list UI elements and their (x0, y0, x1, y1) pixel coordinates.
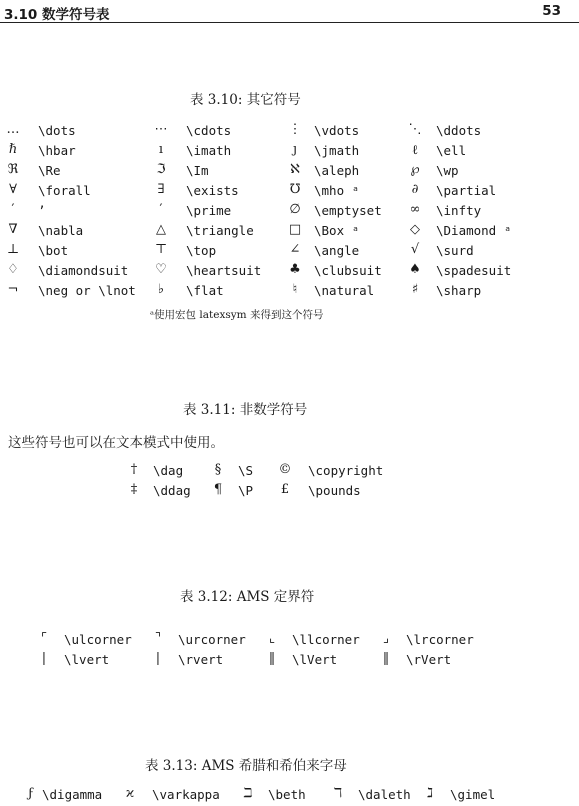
symbol-command: \heartsuit (186, 263, 262, 278)
symbol-command: \ell (436, 143, 467, 158)
symbol-glyph: | (41, 651, 47, 666)
symbol-glyph: ♣ (289, 262, 301, 277)
symbol-glyph: £ (280, 482, 290, 497)
symbol-command: \wp (436, 163, 459, 178)
symbol-command: \lrcorner (406, 632, 474, 647)
symbol-glyph: § (214, 462, 222, 477)
symbol-command: \lVert (292, 652, 338, 667)
symbol-command: \prime (186, 203, 232, 218)
symbol-command: \triangle (186, 223, 254, 238)
symbol-command: \angle (314, 243, 360, 258)
symbol-command: \P (238, 483, 254, 498)
symbol-glyph: ♢ (7, 262, 19, 277)
symbol-command: \copyright (308, 463, 384, 478)
symbol-command: \rvert (178, 652, 224, 667)
symbol-glyph: ⋱ (408, 122, 422, 137)
symbol-glyph: ℑ (156, 162, 166, 177)
symbol-glyph: ℶ (243, 786, 253, 801)
symbol-glyph: ♮ (292, 282, 298, 297)
symbol-command: \Diamond ᵃ (436, 223, 512, 238)
symbol-command: \llcorner (292, 632, 360, 647)
symbol-glyph: ♯ (411, 282, 419, 297)
symbol-command: \cdots (186, 123, 232, 138)
symbol-glyph: ♡ (155, 262, 167, 277)
symbol-command: \spadesuit (436, 263, 512, 278)
symbol-glyph: ⋮ (288, 122, 302, 137)
page-number: 53 (542, 3, 561, 19)
symbol-command: \partial (436, 183, 497, 198)
symbol-glyph: ℧ (289, 182, 301, 197)
symbol-glyph: ȷ (292, 142, 298, 157)
symbol-glyph: ∃ (157, 182, 165, 197)
symbol-command: \surd (436, 243, 474, 258)
symbol-command: \bot (38, 243, 69, 258)
symbol-glyph: ¬ (7, 282, 19, 297)
symbol-glyph: ℓ (411, 143, 419, 158)
symbol-command: \rVert (406, 652, 452, 667)
symbol-command: \mho ᵃ (314, 183, 360, 198)
symbol-glyph: ℵ (290, 162, 300, 177)
symbol-command: \ddag (153, 483, 191, 498)
symbol-glyph: ϝ (27, 786, 35, 801)
symbol-command: \vdots (314, 123, 360, 138)
symbol-glyph: ⋯ (154, 122, 168, 137)
symbol-command: \diamondsuit (38, 263, 129, 278)
symbol-glyph: ′ (159, 202, 163, 217)
symbol-glyph: ♭ (157, 282, 165, 297)
table-3-11-caption: 表 3.11: 非数学符号 (183, 402, 308, 418)
symbol-command: \pounds (308, 483, 361, 498)
symbol-glyph: ∞ (409, 202, 421, 217)
page-header (0, 0, 579, 23)
symbol-glyph: † (130, 462, 138, 477)
symbol-command: \neg or \lnot (38, 283, 136, 298)
symbol-command: \natural (314, 283, 375, 298)
symbol-glyph: | (155, 651, 161, 666)
symbol-command: \Im (186, 163, 209, 178)
symbol-glyph: ¶ (213, 482, 223, 497)
symbol-glyph: ′ (11, 202, 15, 217)
symbol-command: \dots (38, 123, 76, 138)
table-3-10-caption: 表 3.10: 其它符号 (190, 92, 301, 108)
symbol-glyph: ⌜ (40, 631, 48, 646)
symbol-glyph: © (278, 462, 292, 477)
symbol-command: \aleph (314, 163, 360, 178)
symbol-command: \imath (186, 143, 232, 158)
symbol-glyph: □ (288, 222, 302, 237)
symbol-glyph: ı (158, 142, 164, 157)
symbol-glyph: ℸ (333, 786, 343, 801)
symbol-command: \hbar (38, 143, 76, 158)
table-3-13-caption: 表 3.13: AMS 希腊和希伯来字母 (145, 758, 347, 774)
symbol-command: \gimel (450, 787, 496, 802)
symbol-command: ’ (38, 203, 46, 218)
symbol-command: \clubsuit (314, 263, 382, 278)
symbol-glyph: ♠ (409, 262, 421, 277)
symbol-glyph: ϰ (125, 786, 135, 801)
symbol-glyph: ∠ (289, 242, 301, 257)
symbol-command: \lvert (64, 652, 110, 667)
symbol-command: \beth (268, 787, 306, 802)
symbol-command: \varkappa (152, 787, 220, 802)
symbol-glyph: ◇ (410, 222, 420, 237)
symbol-command: \Re (38, 163, 61, 178)
symbol-command: \forall (38, 183, 91, 198)
symbol-command: \exists (186, 183, 239, 198)
symbol-glyph: ℜ (7, 162, 19, 177)
symbol-command: \emptyset (314, 203, 382, 218)
table-3-10-footnote: ᵃ使用宏包 latexsym 来得到这个符号 (150, 309, 324, 321)
symbol-glyph: ℷ (426, 786, 434, 801)
symbol-command: \daleth (358, 787, 411, 802)
symbol-glyph: … (6, 122, 20, 137)
symbol-command: \dag (153, 463, 184, 478)
table-3-11-intro: 这些符号也可以在文本模式中使用。 (8, 435, 224, 451)
symbol-command: \digamma (42, 787, 103, 802)
symbol-command: \urcorner (178, 632, 246, 647)
symbol-glyph: ⊤ (154, 242, 168, 257)
symbol-command: \Box ᵃ (314, 223, 360, 238)
symbol-glyph: √ (410, 242, 420, 257)
symbol-glyph: ∅ (289, 202, 301, 217)
symbol-glyph: ∂ (411, 182, 419, 197)
symbol-command: \sharp (436, 283, 482, 298)
symbol-glyph: ⌝ (154, 631, 162, 646)
symbol-glyph: ‖ (382, 651, 390, 666)
symbol-glyph: ∇ (8, 222, 18, 237)
symbol-glyph: ‡ (130, 482, 138, 497)
symbol-command: \infty (436, 203, 482, 218)
symbol-glyph: ⌞ (268, 631, 276, 646)
symbol-glyph: △ (156, 222, 166, 237)
symbol-command: \nabla (38, 223, 84, 238)
symbol-command: \S (238, 463, 254, 478)
symbol-command: \top (186, 243, 217, 258)
symbol-glyph: ℏ (8, 142, 18, 157)
symbol-command: \ulcorner (64, 632, 132, 647)
table-3-12-caption: 表 3.12: AMS 定界符 (180, 589, 315, 605)
symbol-glyph: ∀ (9, 182, 17, 197)
symbol-command: \flat (186, 283, 224, 298)
symbol-command: \ddots (436, 123, 482, 138)
symbol-command: \jmath (314, 143, 360, 158)
symbol-glyph: ⊥ (6, 242, 20, 257)
symbol-glyph: ℘ (410, 162, 420, 177)
symbol-glyph: ‖ (268, 651, 276, 666)
section-title: 3.10 数学符号表 (4, 7, 110, 23)
symbol-glyph: ⌟ (382, 631, 390, 646)
